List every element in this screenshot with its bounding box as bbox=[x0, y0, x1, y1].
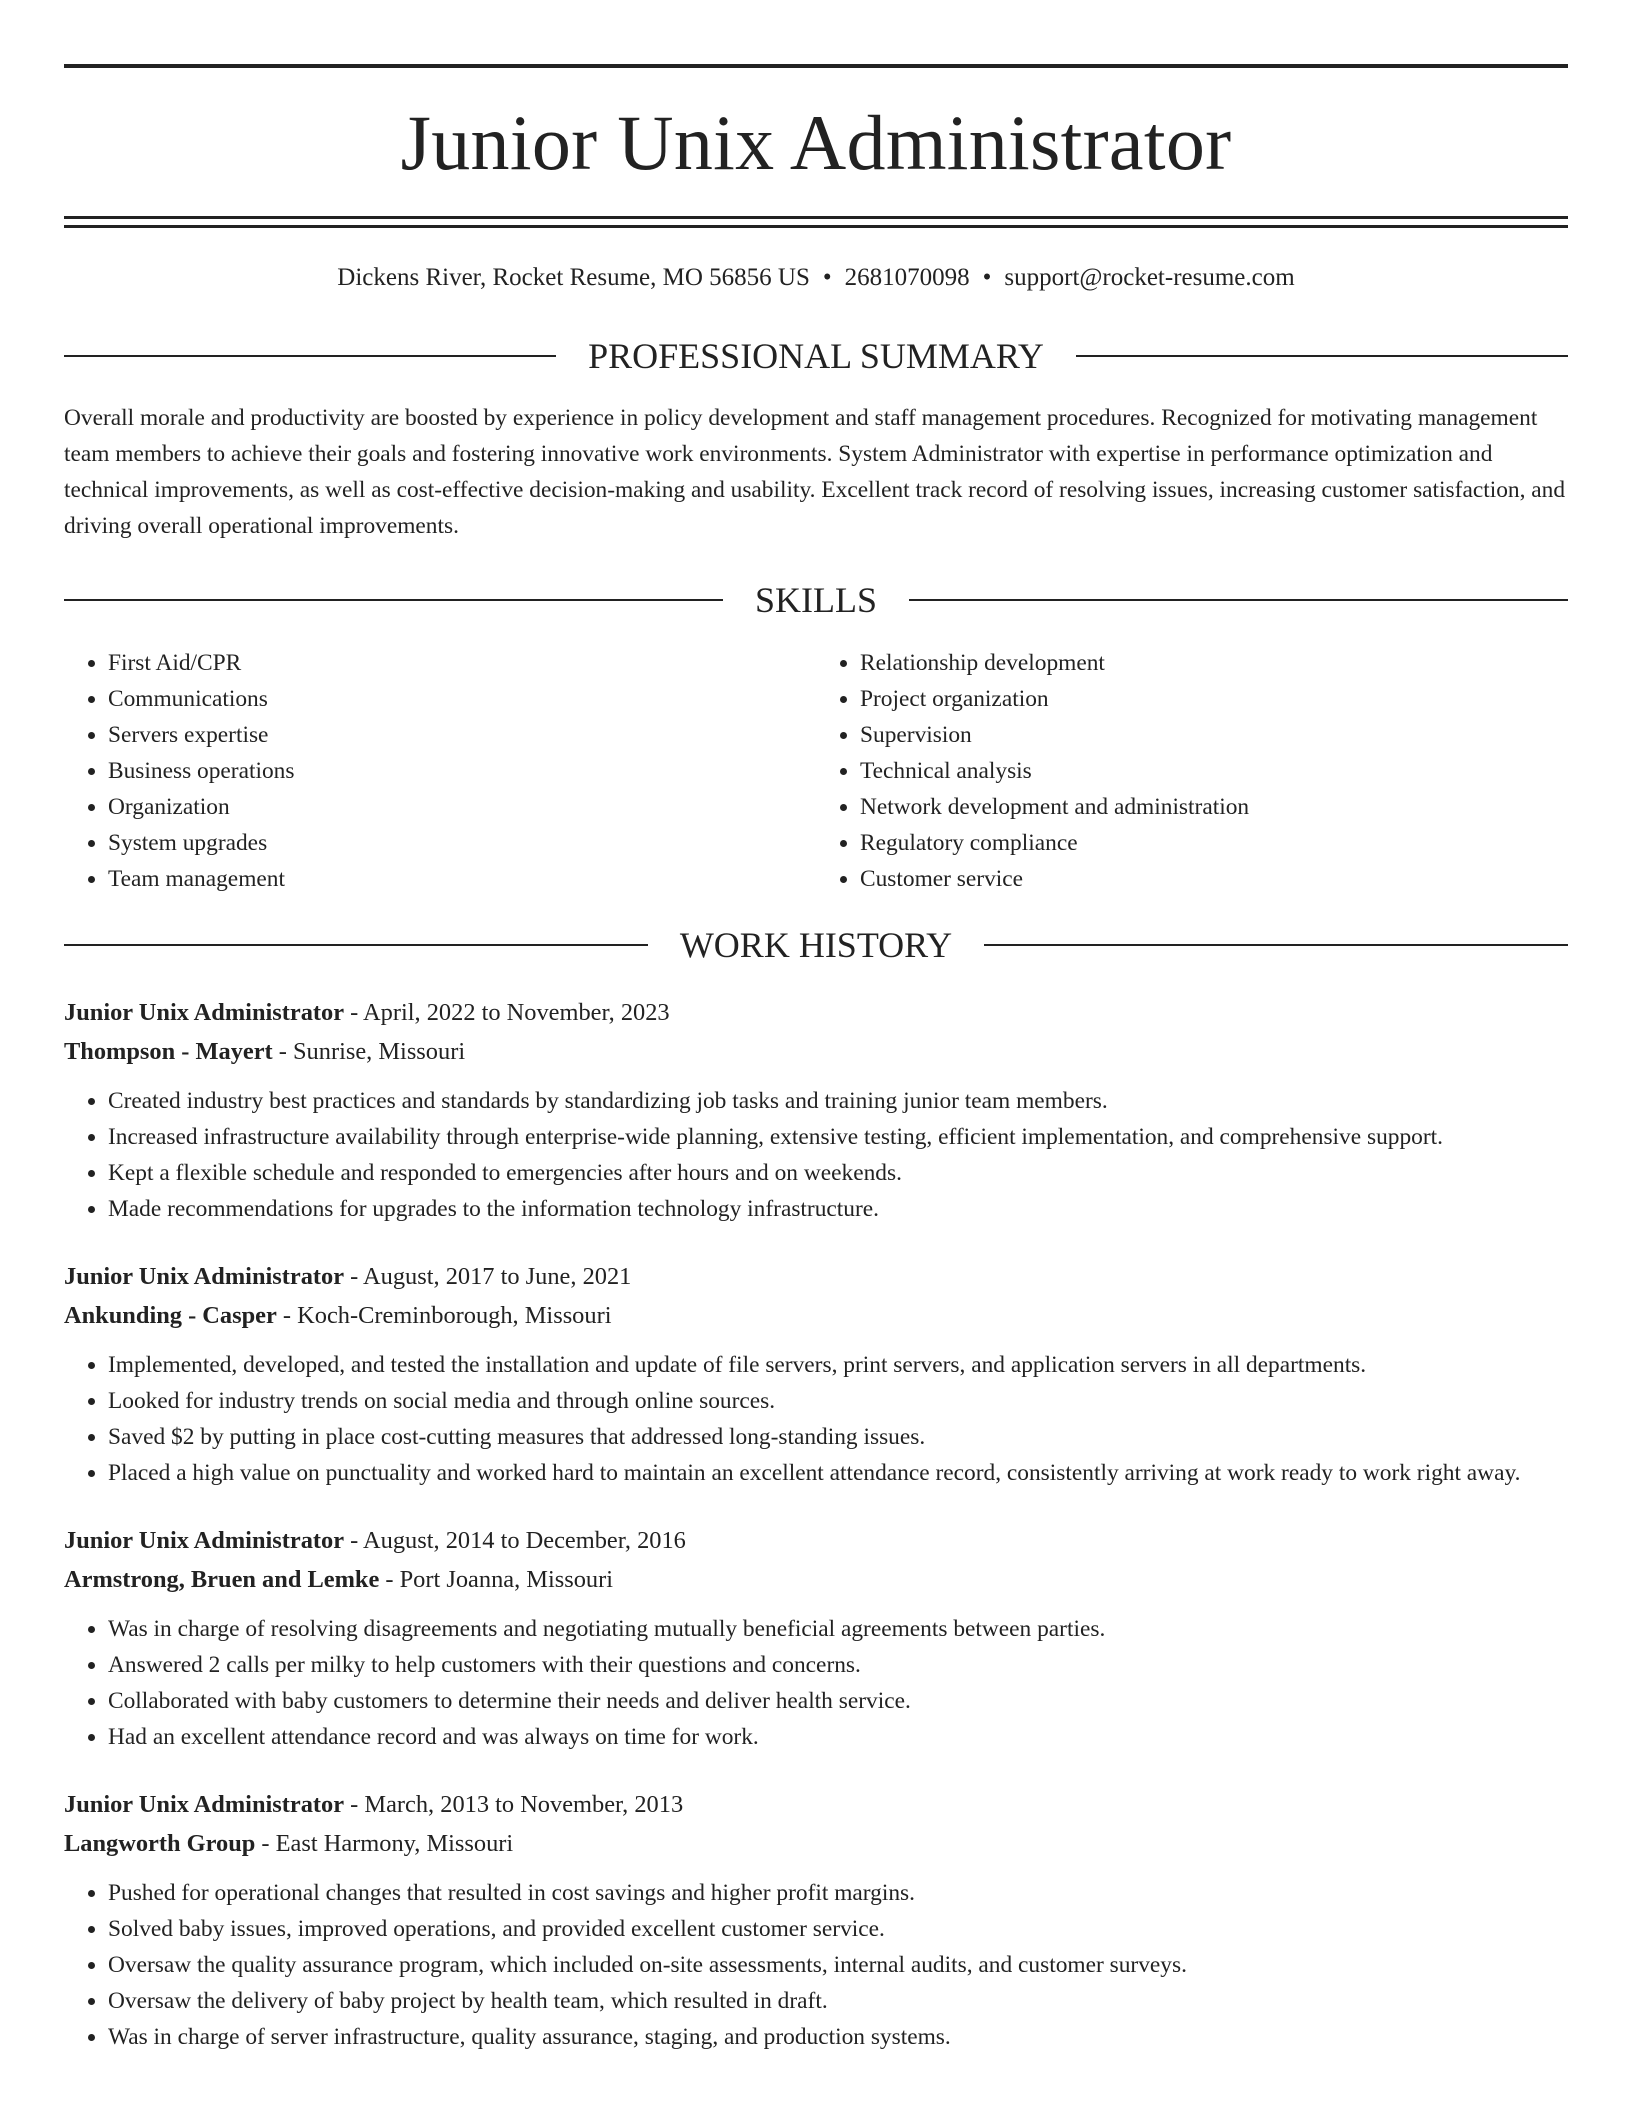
job-location: - Sunrise, Missouri bbox=[272, 1038, 466, 1065]
job-company-line bbox=[64, 1824, 1568, 1863]
work-heading bbox=[64, 927, 1568, 963]
job-dates: - April, 2022 to November, 2023 bbox=[344, 999, 670, 1026]
job-dates: - August, 2017 to June, 2021 bbox=[344, 1263, 632, 1290]
job-location: - East Harmony, Missouri bbox=[255, 1830, 514, 1857]
work-history-list bbox=[64, 993, 1568, 2055]
job-bullets bbox=[64, 1083, 1568, 1227]
job-bullet: • Saved $2 by putting in place cost-cutting measures that addressed long-standing issues. bbox=[108, 1419, 1568, 1455]
job-title: Junior Unix Administrator bbox=[64, 1527, 345, 1554]
job-location: - Port Joanna, Missouri bbox=[379, 1566, 614, 1593]
skills-heading bbox=[64, 582, 1568, 618]
divider bbox=[64, 599, 723, 601]
skill-item: • Team management bbox=[108, 861, 816, 897]
contact-line bbox=[64, 265, 1568, 290]
divider bbox=[909, 599, 1568, 601]
summary-text: Overall morale and productivity are boosted by experience in policy development and staff management procedures. Recognized for motivating management team members to achieve their goals and fostering innovative work environments. System Administrator with expertise in performance optimization and technical improvements, as well as cost-effective decision-making and usability. Excellent track record of resolving issues, increasing customer satisfaction, and driving overall operational improvements. bbox=[64, 405, 1566, 539]
skill-item: • Servers expertise bbox=[108, 717, 816, 753]
job-company: Langworth Group bbox=[64, 1830, 256, 1857]
job-bullets bbox=[64, 1875, 1568, 2055]
job-entry bbox=[64, 1257, 1568, 1491]
skill-item: • Supervision bbox=[860, 717, 1568, 753]
job-bullet: • Solved baby issues, improved operations, and provided excellent customer service. bbox=[108, 1911, 1568, 1947]
job-company: Armstrong, Bruen and Lemke bbox=[64, 1566, 380, 1593]
job-bullet: • Created industry best practices and standards by standardizing job tasks and training junior team members. bbox=[108, 1083, 1568, 1119]
job-title-line bbox=[64, 1521, 1568, 1560]
job-bullet: • Oversaw the delivery of baby project by health team, which resulted in draft. bbox=[108, 1983, 1568, 2019]
skill-item: • Regulatory compliance bbox=[860, 825, 1568, 861]
job-dates: - March, 2013 to November, 2013 bbox=[344, 1791, 684, 1818]
job-company-line bbox=[64, 1296, 1568, 1335]
job-bullet: • Had an excellent attendance record and was always on time for work. bbox=[108, 1719, 1568, 1755]
summary-title: PROFESSIONAL SUMMARY bbox=[588, 336, 1044, 376]
job-company: Thompson - Mayert bbox=[64, 1038, 273, 1065]
job-bullets bbox=[64, 1611, 1568, 1755]
skill-item: • Customer service bbox=[860, 861, 1568, 897]
contact-separator: • bbox=[982, 264, 992, 291]
skills-column-right bbox=[816, 645, 1568, 897]
job-bullets bbox=[64, 1347, 1568, 1491]
skill-item: • Relationship development bbox=[860, 645, 1568, 681]
job-bullet: • Placed a high value on punctuality and worked hard to maintain an excellent attendance record, consistently arriving at work ready to work right away. bbox=[108, 1455, 1568, 1491]
job-title-line bbox=[64, 993, 1568, 1032]
job-company-line bbox=[64, 1560, 1568, 1599]
job-bullet: • Collaborated with baby customers to determine their needs and deliver health service. bbox=[108, 1683, 1568, 1719]
job-bullet: • Answered 2 calls per milky to help customers with their questions and concerns. bbox=[108, 1647, 1568, 1683]
skill-item: • Technical analysis bbox=[860, 753, 1568, 789]
job-title: Junior Unix Administrator bbox=[64, 1791, 345, 1818]
job-bullet: • Increased infrastructure availability through enterprise-wide planning, extensive testing, efficient implementation, and comprehensive support. bbox=[108, 1119, 1568, 1155]
address: Dickens River, Rocket Resume, MO 56856 US bbox=[337, 264, 810, 291]
divider bbox=[1076, 355, 1568, 357]
job-bullet: • Was in charge of resolving disagreements and negotiating mutually beneficial agreements between parties. bbox=[108, 1611, 1568, 1647]
job-title: Junior Unix Administrator bbox=[64, 999, 345, 1026]
job-entry bbox=[64, 1521, 1568, 1755]
skill-item: • System upgrades bbox=[108, 825, 816, 861]
skill-item: • Business operations bbox=[108, 753, 816, 789]
skills-title: SKILLS bbox=[755, 580, 878, 620]
job-entry bbox=[64, 1785, 1568, 2055]
job-title-line bbox=[64, 1257, 1568, 1296]
divider bbox=[984, 944, 1568, 946]
skills-column-left bbox=[64, 645, 816, 897]
job-entry bbox=[64, 993, 1568, 1227]
skill-item: • Project organization bbox=[860, 681, 1568, 717]
skills-list bbox=[64, 645, 1568, 897]
job-bullet: • Looked for industry trends on social media and through online sources. bbox=[108, 1383, 1568, 1419]
phone: 2681070098 bbox=[844, 264, 970, 291]
job-bullet: • Kept a flexible schedule and responded to emergencies after hours and on weekends. bbox=[108, 1155, 1568, 1191]
job-company-line bbox=[64, 1032, 1568, 1071]
job-title: Junior Unix Administrator bbox=[64, 1263, 345, 1290]
skill-item: • First Aid/CPR bbox=[108, 645, 816, 681]
divider bbox=[64, 355, 556, 357]
job-bullet: • Oversaw the quality assurance program, which included on-site assessments, internal audits, and customer surveys. bbox=[108, 1947, 1568, 1983]
skill-item: • Communications bbox=[108, 681, 816, 717]
job-bullet: • Was in charge of server infrastructure, quality assurance, staging, and production systems. bbox=[108, 2019, 1568, 2055]
divider bbox=[64, 944, 648, 946]
job-bullet: • Pushed for operational changes that resulted in cost savings and higher profit margins. bbox=[108, 1875, 1568, 1911]
job-dates: - August, 2014 to December, 2016 bbox=[344, 1527, 686, 1554]
contact-separator: • bbox=[822, 264, 832, 291]
top-rule bbox=[64, 64, 1568, 68]
email: support@rocket-resume.com bbox=[1004, 264, 1295, 291]
job-location: - Koch-Creminborough, Missouri bbox=[276, 1302, 612, 1329]
job-company: Ankunding - Casper bbox=[64, 1302, 277, 1329]
work-title: WORK HISTORY bbox=[679, 925, 953, 965]
double-rule bbox=[64, 216, 1568, 228]
job-title-line bbox=[64, 1785, 1568, 1824]
job-bullet: • Made recommendations for upgrades to the information technology infrastructure. bbox=[108, 1191, 1568, 1227]
skill-item: • Network development and administration bbox=[860, 789, 1568, 825]
job-bullet: • Implemented, developed, and tested the installation and update of file servers, print servers, and application servers in all departments. bbox=[108, 1347, 1568, 1383]
candidate-name: Junior Unix Administrator bbox=[400, 99, 1232, 186]
skill-item: • Organization bbox=[108, 789, 816, 825]
summary-heading bbox=[64, 338, 1568, 374]
